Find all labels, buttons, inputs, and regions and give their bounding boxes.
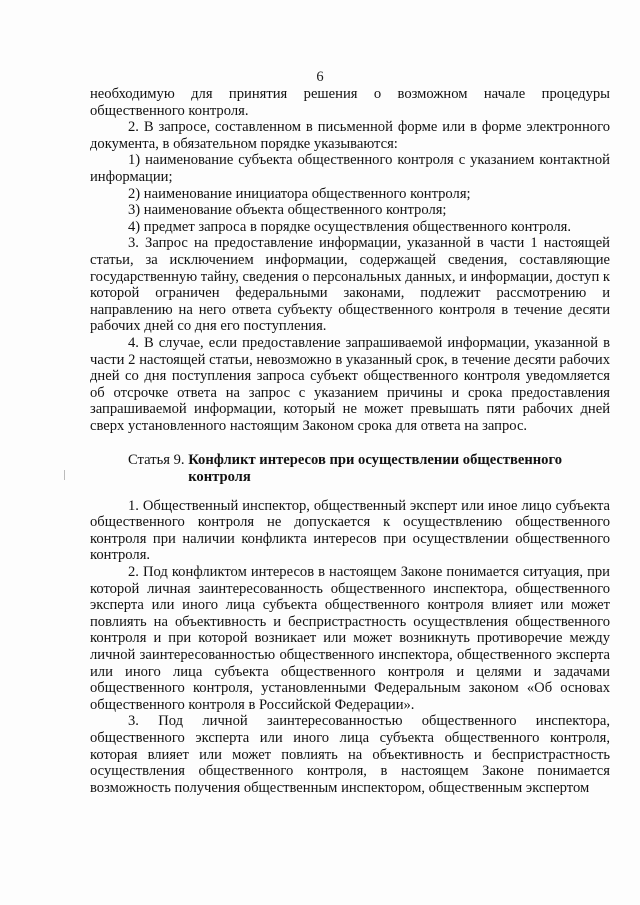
list-item: 4) предмет запроса в порядке осуществления общественного контроля. [128,218,571,235]
list-item: 3) наименование объекта общественного контроля; [128,202,447,219]
article-title: Конфликт интересов при осуществлении общественного контроля [188,452,563,486]
paragraph: 3. Под личной заинтересованностью общественного инспектора, общественного эксперта или иного лица субъекта общественного контроля, которая влияет или может повлиять на объективность и беспристрастность осуществления общественного контроля, в настоящем Законе понимается возможность получения общественным инспектором, общественным экспертом [90,713,610,796]
paragraph: 1. Общественный инспектор, общественный эксперт или иное лицо субъекта общественного контроля не допускается к осуществлению общественного контроля при наличии конфликта интересов при осуществлении общественного контроля. [90,497,610,564]
list-item: 1) наименование субъекта общественного контроля с указанием контактной информации; [90,152,610,185]
article-heading [90,452,610,485]
page-number: 6 [316,69,324,85]
paragraph: 2. Под конфликтом интересов в настоящем Законе понимается ситуация, при которой личная заинтересованность общественного инспектора, общественного эксперта или иного лица субъекта общественного контроля влияет или может повлиять на объективность и беспристрастность осуществления общественного контроля и при которой возникает или может возникнуть противоречие между личной заинтересованностью общественного инспектора, общественного эксперта или иного лица субъекта общественного контроля и целями и задачами общественного контроля, установленными Федеральным законом «Об основах общественного контроля в Российской Федерации». [90,564,610,713]
article-number: Статья 9. [128,452,189,469]
paragraph: 2. В запросе, составленном в письменной форме или в форме электронного документа, в обязательном порядке указываются: [90,119,610,152]
spacer [90,486,610,498]
paragraph: 3. Запрос на предоставление информации, указанной в части 1 настоящей статьи, за исключением информации, содержащей сведения, составляющие государственную тайну, сведения о персональных данных, и информации, доступ к которой ограничен федеральными законами, подлежит рассмотрению и направлению на него ответа субъекту общественного контроля в течение десяти рабочих дней со дня его поступления. [90,235,610,335]
list-item: 2) наименование инициатора общественного контроля; [128,185,471,202]
document-body [90,86,610,796]
paragraph: 4. В случае, если предоставление запрашиваемой информации, указанной в части 2 настоящей статьи, невозможно в указанный срок, в течение десяти рабочих дней со дня поступления запроса субъект общественного контроля уведомляется об отсрочке ответа на запрос с указанием причины и срока предоставления запрашиваемой информации, который не может превышать пяти рабочих дней сверх установленного настоящим Законом срока для ответа на запрос. [90,334,610,434]
spacer [90,434,610,452]
paragraph: необходимую для принятия решения о возможном начале процедуры общественного контроля. [90,86,610,119]
margin-mark [64,470,65,480]
